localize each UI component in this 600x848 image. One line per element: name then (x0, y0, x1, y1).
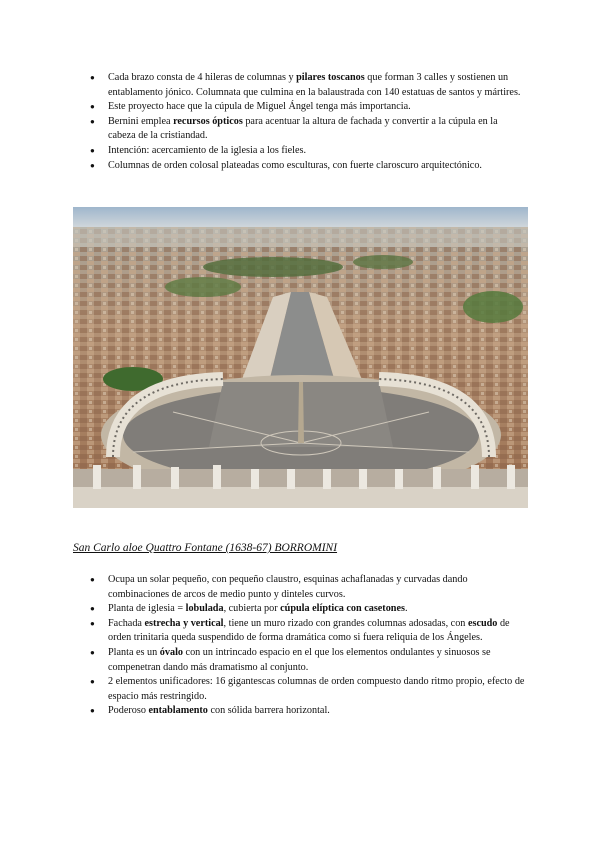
list-item (90, 675, 526, 704)
text-run: . (404, 603, 408, 615)
list-item (90, 602, 526, 617)
text-run: Ocupa un solar pequeño, con pequeño claustro, esquinas achaflanadas y curvadas dando combinaciones de arcos de medio punto y dinteles curvos. (108, 574, 468, 600)
text-run: Columnas de orden colosal plateadas como esculturas, con fuerte claroscuro arquitectónico. (108, 159, 482, 171)
bold-term: lobulada (185, 603, 224, 615)
bold-term: óvalo (159, 646, 183, 658)
bold-term: estrecha y vertical (144, 617, 224, 629)
text-run: Bernini emplea (108, 115, 174, 127)
text-run: Poderoso (108, 705, 149, 717)
text-run: que forman 3 calles y sostienen un entablamento jónico. Columnata que culmina en la balaustrada con 140 estatuas de santos y mártires. (108, 72, 521, 98)
text-run: Cada brazo consta de 4 hileras de columnas y (108, 72, 297, 83)
text-run: Intención: acercamiento de la iglesia a los fieles. (108, 144, 307, 156)
text-run: , cubierta por (223, 603, 281, 615)
list-item (90, 617, 526, 646)
bullet-list-columnata (90, 71, 526, 173)
text-run: 2 elementos unificadores: 16 gigantescas columnas de orden compuesto dando ritmo propio, efecto de espacio más restringido. (108, 676, 525, 702)
list-item (90, 144, 526, 159)
text-run: con un intrincado espacio en el que los elementos ondulantes y sinuosos se compenetran dando más dramatismo al conjunto. (108, 646, 491, 673)
text-run: Este proyecto hace que la cúpula de Miguel Ángel tenga más importancia. (108, 101, 411, 113)
list-item (90, 573, 526, 602)
text-run: , tiene un muro rizado con grandes columnas adosadas, con (223, 617, 468, 629)
bold-term: cúpula elíptica (280, 603, 344, 615)
bold-term: entablamento (148, 705, 208, 717)
section-heading-san-carlo: San Carlo aloe Quattro Fontane (1638-67) BORROMINI (73, 542, 338, 554)
text-run: de orden trinitaria queda suspendido de forma dramática como si fuera reliquia de los Ángeles. (108, 617, 510, 644)
list-item (90, 115, 526, 144)
bold-term: recursos ópticos (173, 115, 243, 127)
list-item (90, 646, 526, 675)
st-peters-square-photo (73, 207, 528, 508)
list-item (90, 71, 526, 100)
list-item (90, 704, 526, 719)
text-run: Planta de iglesia = (108, 603, 186, 615)
bold-term: pilares toscanos (296, 72, 365, 83)
bold-term: con casetones (346, 603, 405, 615)
bullet-list-san-carlo (90, 573, 526, 719)
text-run: Fachada (108, 617, 145, 629)
text-run: para acentuar la altura de fachada y convertir a la cúpula en la cabeza de la cristiandad. (108, 115, 498, 142)
bold-term: escudo (467, 617, 498, 629)
list-item (90, 159, 526, 174)
list-item (90, 100, 526, 115)
text-run: con sólida barrera horizontal. (207, 705, 330, 717)
text-run: Planta es un (108, 646, 160, 658)
